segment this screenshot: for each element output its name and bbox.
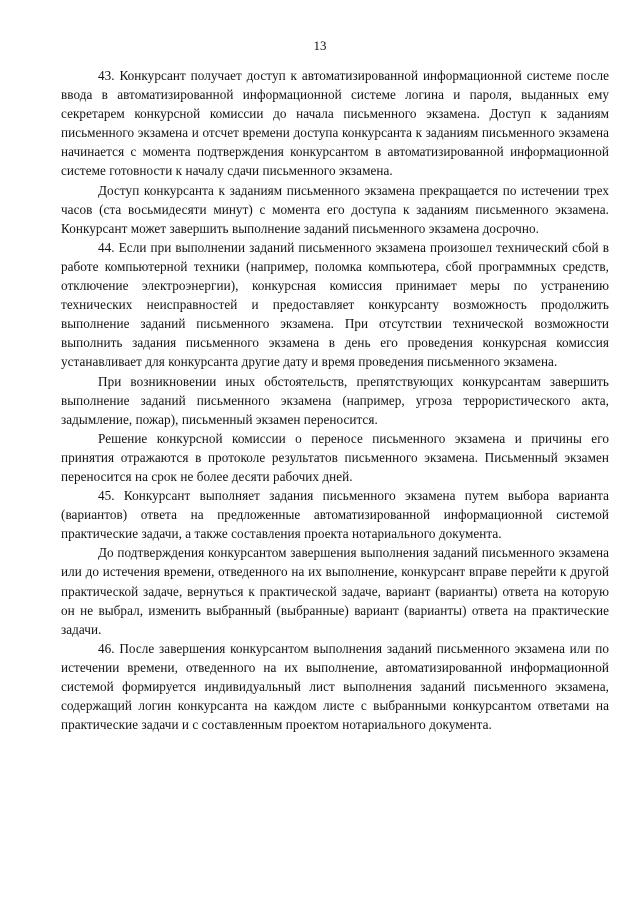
paragraph-43: 43. Конкурсант получает доступ к автоматизированной информационной системе после ввода в автоматизированной информационной системе логина и пароля, выданных ему секретарем конкурсной комиссии до начала письменного экзамена. Доступ к заданиям письменного экзамена и отсчет времени доступа конкурсанта к заданиям письменного экзамена начинается с момента подтверждения конкурсантом в автоматизированной информационной системе готовности к началу сдачи письменного экзамена.: [61, 68, 609, 179]
page-number: 13: [313, 38, 327, 53]
paragraph-45: 45. Конкурсант выполняет задания письменного экзамена путем выбора варианта (вариантов) ответа на предложенные автоматизированной информационной системой практические задачи, а также составления проекта нотариального документа.: [61, 488, 609, 542]
paragraph-45-answer-changes: До подтверждения конкурсантом завершения выполнения заданий письменного экзамена или до истечения времени, отведенного на их выполнение, конкурсант вправе перейти к другой практической задаче, вернуться к практической задаче, вариант (варианты) ответа на которую он не выбрал, изменить выбранный (выбранные) вариант (варианты) ответа на практические задачи.: [61, 545, 609, 637]
paragraph-46: 46. После завершения конкурсантом выполнения заданий письменного экзамена или по истечении времени, отведенного на их выполнение, автоматизированной информационной системой формируется индивидуальный лист выполнения заданий письменного экзамена, содержащий логин конкурсанта на каждом листе с выбранными конкурсантом ответами на практические задачи и с составленным проектом нотариального документа.: [61, 640, 609, 733]
document-body: [61, 66, 609, 734]
paragraph-44: 44. Если при выполнении заданий письменного экзамена произошел технический сбой в работе компьютерной техники (например, поломка компьютера, сбой программных средств, отключение электроэнергии), конкурсная комиссия принимает меры по устранению технических неисправностей и предоставляет конкурсанту возможность продолжить выполнение заданий письменного экзамена. При отсутствии технической возможности выполнить задания письменного экзамена в день его проведения конкурсная комиссия устанавливает для конкурсанта другие дату и время проведения письменного экзамена.: [61, 239, 609, 370]
paragraph-44-postponement-decision: Решение конкурсной комиссии о переносе письменного экзамена и причины его принятия отражаются в протоколе результатов письменного экзамена. Письменный экзамен переносится на срок не более десяти рабочих дней.: [61, 430, 609, 484]
paragraph-43-access-termination: Доступ конкурсанта к заданиям письменного экзамена прекращается по истечении трех часов (ста восьмидесяти минут) с момента его доступа к заданиям письменного экзамена. Конкурсант может завершить выполнение заданий письменного экзамена досрочно.: [61, 182, 609, 236]
paragraph-44-other-circumstances: При возникновении иных обстоятельств, препятствующих конкурсантам завершить выполнение заданий письменного экзамена (например, угроза террористического акта, задымление, пожар), письменный экзамен переносится.: [61, 373, 609, 427]
